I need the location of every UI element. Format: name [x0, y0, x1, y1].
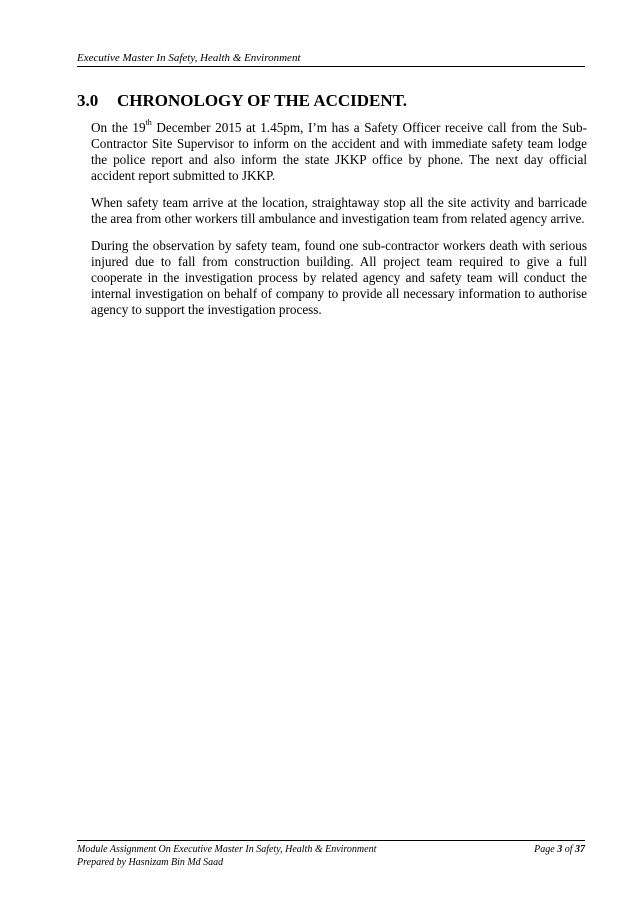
page-of: of: [564, 844, 573, 855]
page-total: 37: [575, 844, 585, 855]
paragraph-3: During the observation by safety team, found one sub-contractor workers death with serious injured due to fall from construction building. All project team required to give a full cooperate in the investigation process by related agency and safety team will conduct the internal investigation on behalf of company to provide all necessary information to authorise agency to support the investigation process.: [91, 238, 587, 317]
footer-row: [77, 843, 585, 856]
section-heading: [77, 91, 407, 111]
body-text: [91, 117, 587, 329]
header-title: Executive Master In Safety, Health & Environment: [77, 52, 301, 64]
paragraph-1-lead: On the 19: [91, 120, 146, 135]
running-footer: [77, 840, 585, 869]
paragraph-1-rest: December 2015 at 1.45pm, I’m has a Safety Officer receive call from the Sub-Contractor Site Supervisor to inform on the accident and with immediate safety team lodge the police report and also inform the state JKKP office by phone. The next day official accident report submitted to JKKP.: [91, 120, 587, 183]
section-title: CHRONOLOGY OF THE ACCIDENT.: [117, 91, 407, 110]
page-number: [534, 843, 585, 856]
ordinal-suffix: th: [145, 117, 152, 127]
page-label: Page: [534, 844, 555, 855]
running-header: [77, 52, 585, 67]
paragraph-1: [91, 117, 587, 184]
section-number: 3.0: [77, 91, 99, 110]
page-current: 3: [557, 844, 563, 855]
footer-module-title: Module Assignment On Executive Master In Safety, Health & Environment: [77, 844, 377, 855]
paragraph-2: When safety team arrive at the location, straightaway stop all the site activity and barricade the area from other workers till ambulance and investigation team from related agency arrive.: [91, 195, 587, 226]
footer-author: Prepared by Hasnizam Bin Md Saad: [77, 857, 224, 868]
